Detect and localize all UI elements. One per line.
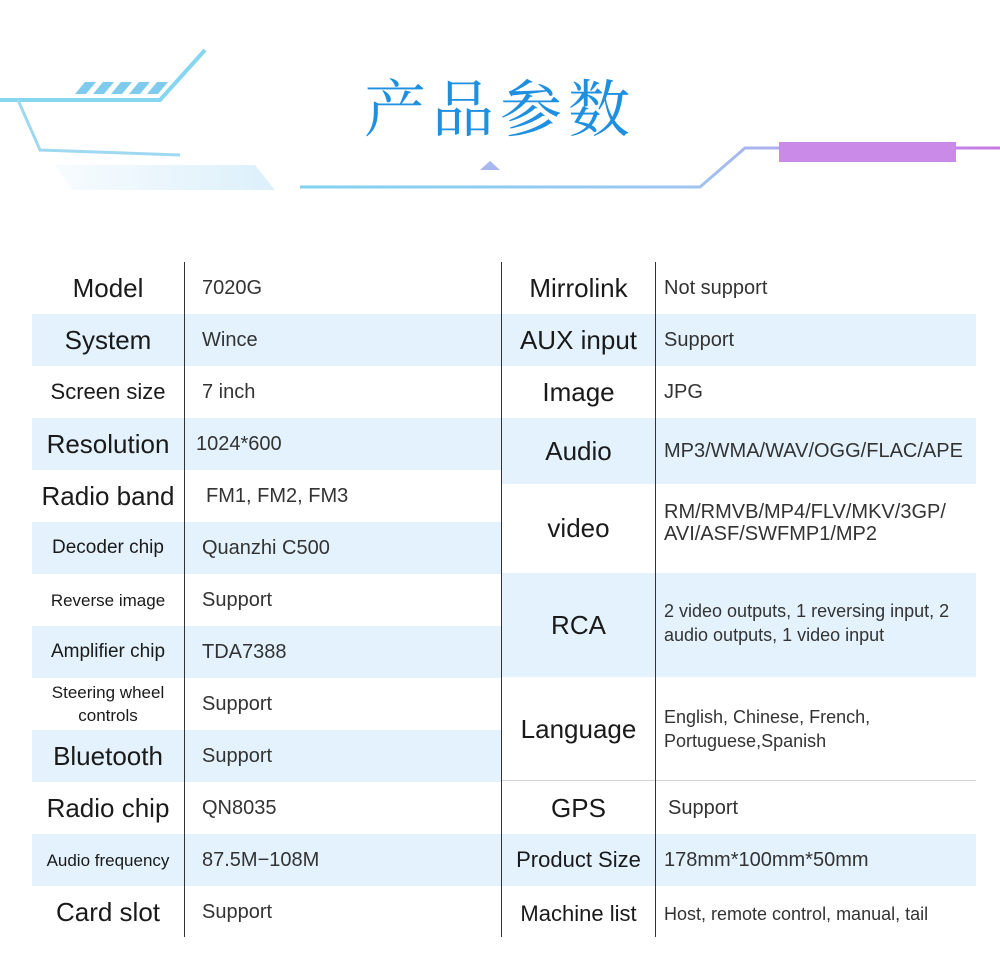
spec-label: Card slot [55, 896, 161, 927]
spec-value: Support [202, 693, 273, 715]
spec-value: TDA7388 [202, 641, 287, 663]
spec-label: video [547, 513, 610, 543]
spec-label: Amplifier chip [50, 641, 166, 662]
spec-value: Support [202, 745, 273, 767]
spec-label: Bluetooth [53, 740, 163, 771]
spec-value: Wince [202, 329, 258, 351]
spec-label: Resolution [46, 428, 170, 459]
spec-value: 2 video outputs, 1 reversing input, 2 audio outputs, 1 video input [664, 601, 950, 645]
spec-value: 178mm*100mm*50mm [664, 849, 869, 871]
spec-label: Screen size [50, 379, 166, 404]
spec-value: 7 inch [202, 381, 256, 403]
spec-value: Support [668, 797, 739, 819]
spec-value: English, Chinese, French, Portuguese,Spanish [664, 707, 871, 751]
spec-label: AUX input [519, 324, 638, 355]
spec-value: JPG [664, 381, 703, 403]
spec-label: Language [520, 713, 637, 744]
spec-label: Machine list [520, 901, 637, 926]
spec-label: RCA [551, 609, 606, 640]
spec-label: Product Size [516, 847, 641, 872]
page-title: 产品参数 [363, 73, 636, 146]
spec-value: 7020G [202, 277, 263, 299]
spec-label: System [64, 324, 152, 355]
spec-label: Radio chip [46, 792, 170, 823]
column-divider [184, 262, 185, 937]
spec-label: Audio [545, 435, 612, 466]
spec-value: Support [202, 589, 273, 611]
spec-label: Steering wheel controls [51, 683, 165, 725]
spec-value: Host, remote control, manual, tail [664, 904, 929, 924]
spec-label: Audio frequency [46, 850, 170, 870]
spec-label: Image [542, 376, 615, 407]
column-divider [655, 262, 656, 937]
spec-value: Support [664, 329, 735, 351]
spec-label: Radio band [41, 480, 175, 511]
spec-value: FM1, FM2, FM3 [206, 485, 349, 507]
spec-label: Mirrolink [529, 272, 628, 303]
spec-value: 1024*600 [196, 433, 282, 455]
spec-value: Quanzhi C500 [202, 537, 330, 559]
spec-label: Decoder chip [52, 537, 164, 558]
spec-value: QN8035 [202, 797, 277, 819]
spec-label: Reverse image [50, 590, 166, 610]
spec-value: MP3/WMA/WAV/OGG/FLAC/APE [664, 440, 963, 462]
spec-value: RM/RMVB/MP4/FLV/MKV/3GP/AVI/ASF/SWFMP1/MP2 [664, 501, 946, 545]
spec-label: GPS [551, 792, 606, 823]
spec-value: Not support [664, 277, 768, 299]
spec-value: 87.5M−108M [202, 849, 320, 871]
spec-label: Model [72, 272, 144, 303]
spec-value: Support [202, 901, 273, 923]
